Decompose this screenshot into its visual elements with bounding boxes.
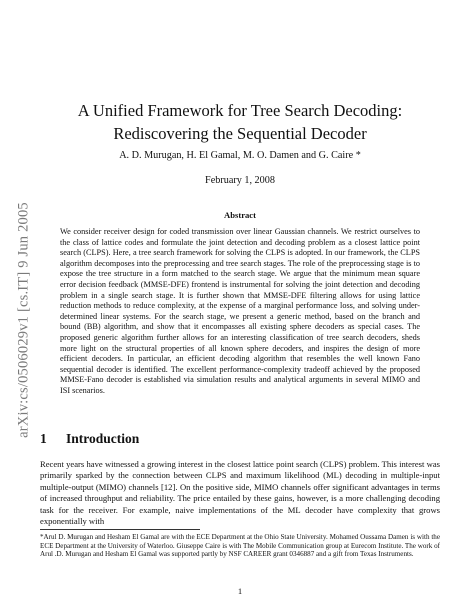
footnote: *Arul D. Murugan and Hesham El Gamal are with the ECE Department at the Ohio State University. Mohamed Oussama Damen is with the ECE Department at the University of Waterloo. Giuseppe Caire is with The Mobile Communication group at Eurecom Institute. The work of Arul .D. Murugan and Hesham El Gamal was supported partly by NSF CAREER grant 0346887 and a gift from Texas Instruments. [40, 533, 440, 559]
title-line-1: A Unified Framework for Tree Search Decoding: [77, 101, 403, 120]
section-title: Introduction [66, 431, 140, 446]
section-number: 1 [40, 431, 47, 446]
page-number: 1 [237, 586, 243, 596]
abstract-text: We consider receiver design for coded transmission over linear Gaussian channels. We restrict ourselves to the class of lattice codes and formulate the joint detection and decoding problem as a closest lattice point search (CLPS). Here, a tree search framework for solving the CLPS is adopted. In our framework, the CLPS algorithm decomposes into the preprocessing and tree search stages. The role of the preprocessing stage is to expose the tree structure in a form matched to the search stage. We argue that the minimum mean square error decision feedback (MMSE-DFE) frontend is instrumental for solving the joint detection and decoding problem in a single search stage. It is further shown that MMSE-DFE filtering allows for using lattice reduction methods to reduce complexity, at the expense of a marginal performance loss, and solving under-determined linear systems. For the search stage, we present a generic method, based on the branch and bound (BB) algorithm, and show that it encompasses all existing sphere decoders as special cases. The proposed generic algorithm further allows for an interesting classification of tree search decoders, sheds more light on the structural properties of all known sphere decoders, and inspires the design of more efficient decoders. In particular, an efficient decoding algorithm that resembles the well known Fano sequential decoder is identified. The excellent performance-complexity tradeoff achieved by the proposed MMSE-Fano decoder is established via simulation results and analytical arguments in several MIMO and ISI scenarios. [60, 227, 420, 395]
abstract-heading: Abstract [224, 210, 256, 220]
authors: A. D. Murugan, H. El Gamal, M. O. Damen and G. Caire * [119, 150, 361, 161]
arxiv-identifier: arXiv:cs/0506029v1 [cs.IT] 9 Jun 2005 [15, 202, 32, 438]
footnote-rule [40, 529, 200, 530]
section-heading [40, 431, 440, 447]
intro-paragraph [40, 459, 440, 527]
intro-text: Recent years have witnessed a growing interest in the closest lattice point search (CLPS) problem. This interest was primarily sparked by the connection between CLPS and maximum likelihood (ML) decoding in multiple-input multiple-output (MIMO) channels [12]. On the positive side, MIMO channels offer significant advantages in terms of increased throughput and reliability. The price entailed by these gains, however, is a more challenging decoding task for the receiver. For example, naive implementations of the ML decoder have complexity that grows exponentially with [40, 459, 440, 527]
title-line-2: Rediscovering the Sequential Decoder [113, 124, 367, 143]
paper-title [40, 99, 440, 145]
date: February 1, 2008 [205, 175, 275, 186]
arxiv-sidebar [14, 170, 34, 470]
